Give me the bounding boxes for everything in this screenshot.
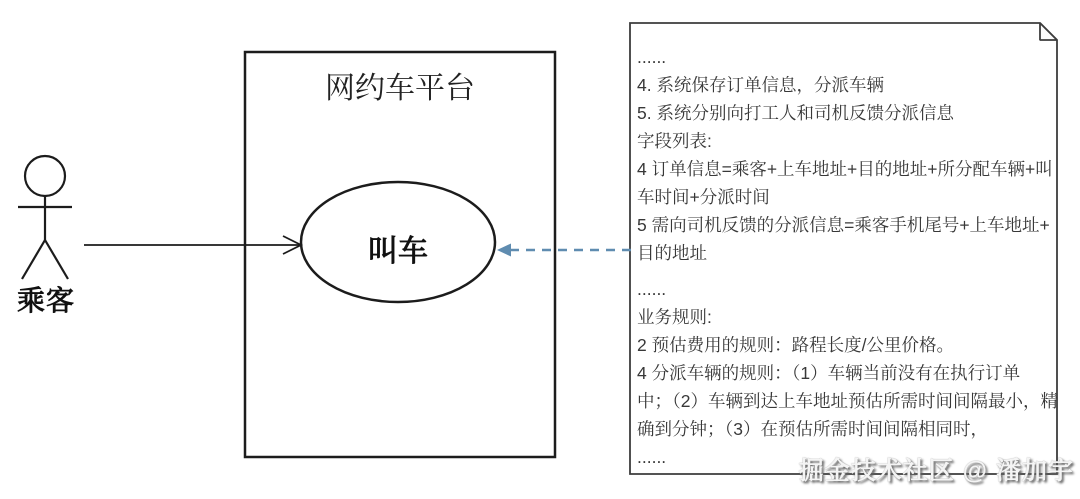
- note-fold-corner: [1040, 23, 1057, 40]
- note-line: 确到分钟；（3）在预估所需时间间隔相同时，: [637, 419, 988, 439]
- note-line: 中；（2）车辆到达上车地址预估所需时间间隔最小，精: [637, 391, 1058, 411]
- note-line: ......: [637, 447, 667, 467]
- actor-figure: [18, 156, 72, 279]
- note-line-spacer: [637, 267, 1061, 275]
- note-line: ......: [637, 47, 667, 67]
- actor-label: 乘客: [16, 285, 75, 316]
- note-line: 4 订单信息=乘客+上车地址+目的地址+所分配车辆+叫: [637, 159, 1053, 179]
- actor-left-leg: [22, 240, 45, 279]
- note-line: 5 需向司机反馈的分派信息=乘客手机尾号+上车地址+: [637, 215, 1050, 235]
- note-line: 4 分派车辆的规则：（1）车辆当前没有在执行订单: [637, 363, 1021, 383]
- watermark-text: 掘金技术社区 @ 潘加宇: [798, 457, 1074, 485]
- note-line: 业务规则:: [637, 307, 712, 327]
- actor-head: [25, 156, 65, 196]
- note-line: 字段列表:: [637, 131, 712, 151]
- actor-right-leg: [45, 240, 68, 279]
- note-text-block: [637, 43, 1061, 471]
- note-line: 5. 系统分别向打工人和司机反馈分派信息: [637, 103, 954, 123]
- note-line: 2 预估费用的规则：路程长度/公里价格。: [637, 335, 954, 355]
- note-line: 4. 系统保存订单信息，分派车辆: [637, 75, 884, 95]
- note-line: 车时间+分派时间: [637, 187, 770, 207]
- system-boundary-title: 网约车平台: [325, 72, 475, 105]
- usecase-label: 叫车: [368, 235, 428, 268]
- note-line: 目的地址: [637, 243, 707, 263]
- note-line: ......: [637, 279, 667, 299]
